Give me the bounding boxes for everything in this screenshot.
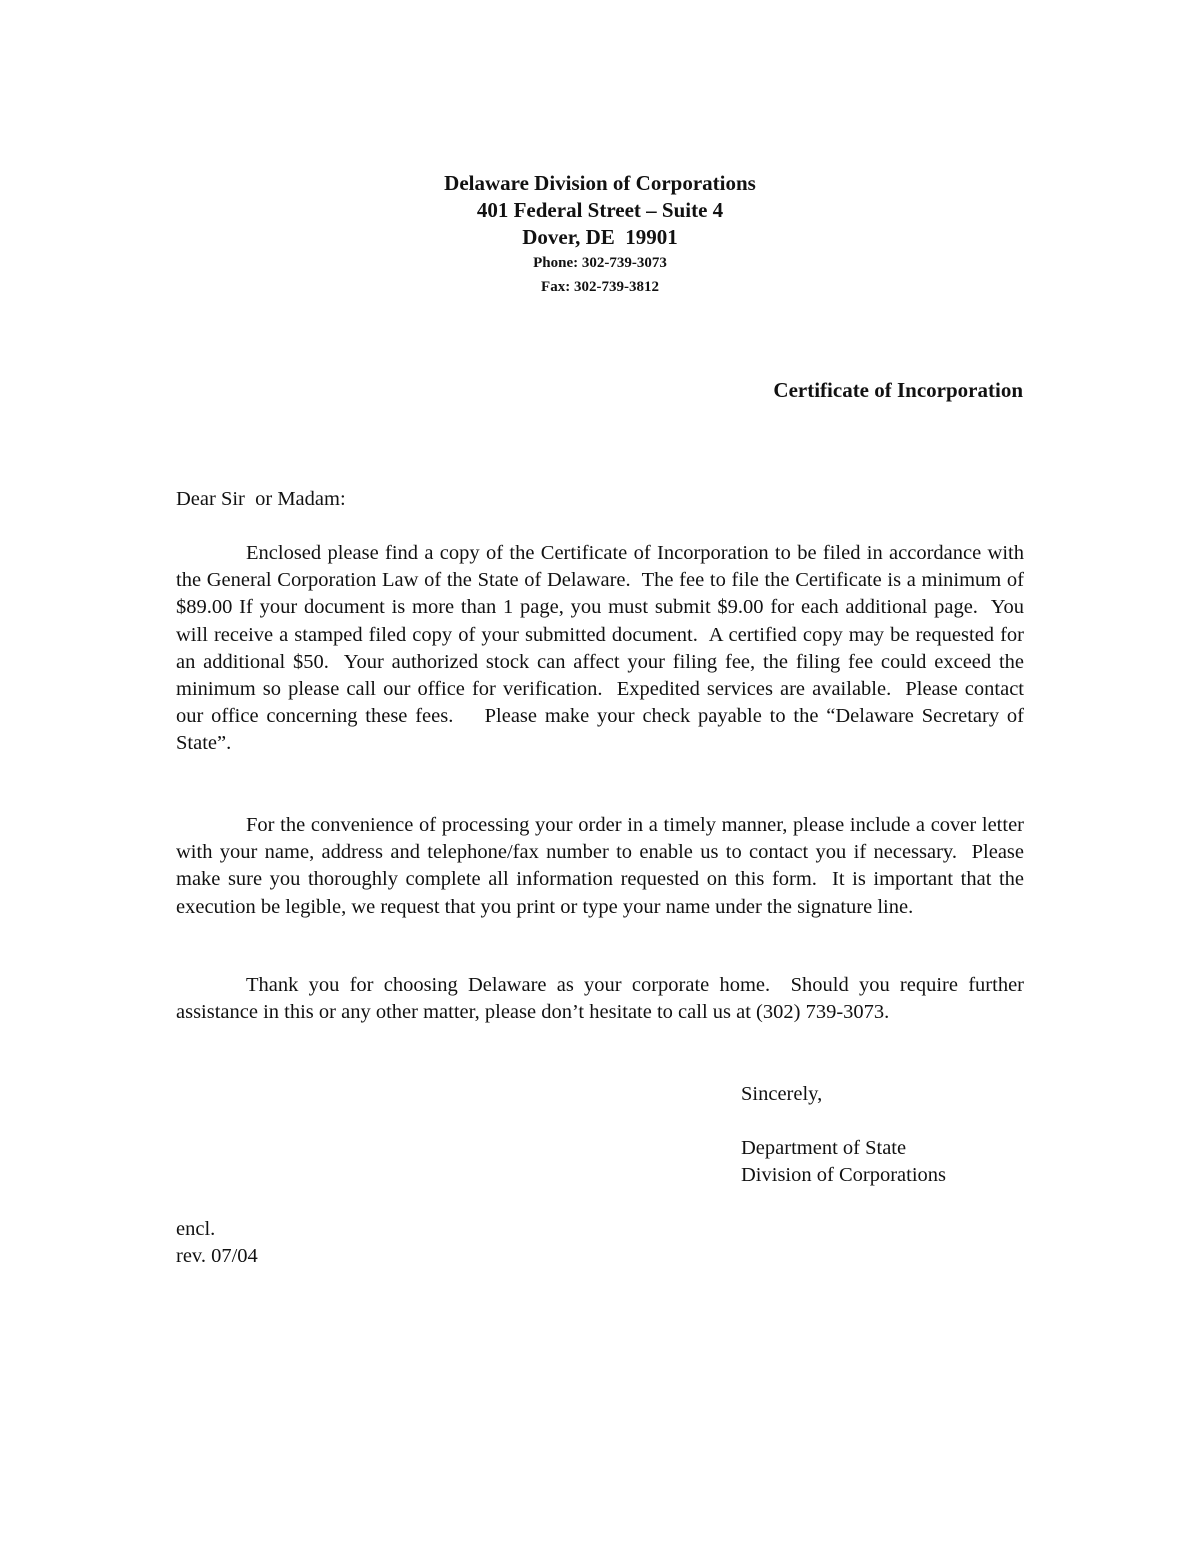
letterhead-fax: Fax: 302-739-3812 bbox=[541, 279, 659, 295]
paragraph-fees: Enclosed please find a copy of the Certificate of Incorporation to be filed in accordance with the General Corporation Law of the State of Delaware. The fee to file the Certificate is a minimum of $89.00 If your document is more than 1 page, you must submit $9.00 for each additional page. You will receive a stamped filed copy of your submitted document. A certified copy may be requested for an additional $50. Your authorized stock can affect your filing fee, the filing fee could exceed the minimum so please call our office for verification. Expedited services are available. Please contact our office concerning these fees. Please make your check payable to the “Delaware Secretary of State”. bbox=[176, 542, 1030, 755]
signature-department: Department of State bbox=[741, 1137, 907, 1159]
letterhead-street: 401 Federal Street – Suite 4 bbox=[476, 198, 724, 222]
letterhead bbox=[0, 170, 1200, 299]
revision-note: rev. 07/04 bbox=[176, 1245, 258, 1268]
paragraph-cover-letter: For the convenience of processing your order in a timely manner, please include a cover letter with your name, address and telephone/fax number to enable us to contact you if necessary. Please make sure you thoroughly complete all information requested on this form. It is important that the execution be legible, we request that you print or type your name under the signature line. bbox=[176, 814, 1030, 918]
document-title: Certificate of Incorporation bbox=[773, 378, 1023, 402]
enclosure-note: encl. bbox=[176, 1218, 216, 1240]
letterhead-org: Delaware Division of Corporations bbox=[444, 171, 756, 195]
salutation: Dear Sir or Madam: bbox=[176, 488, 346, 510]
paragraph-thank-you: Thank you for choosing Delaware as your corporate home. Should you require further assistance in this or any other matter, please don’t hesitate to call us at (302) 739-3073. bbox=[176, 974, 1030, 1024]
signature-division: Division of Corporations bbox=[741, 1164, 946, 1187]
signature-block bbox=[741, 1135, 946, 1189]
valediction: Sincerely, bbox=[741, 1083, 823, 1105]
letterhead-phone: Phone: 302-739-3073 bbox=[533, 255, 667, 271]
footer-notes bbox=[176, 1216, 258, 1270]
letterhead-city: Dover, DE 19901 bbox=[522, 225, 678, 249]
